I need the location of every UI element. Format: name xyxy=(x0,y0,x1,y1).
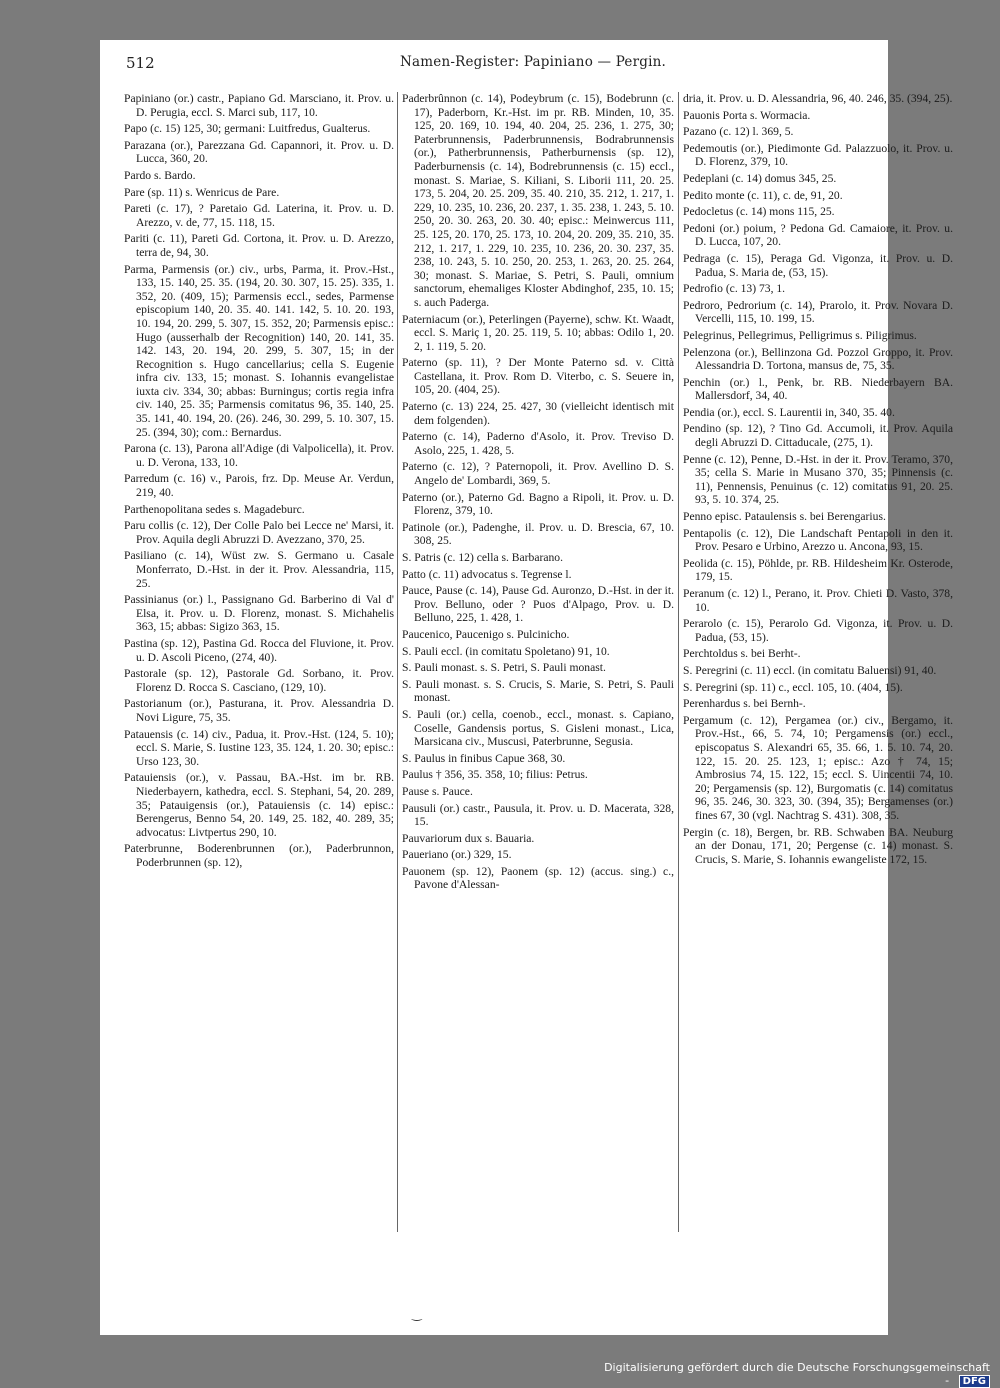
index-entry: dria, it. Prov. u. D. Alessandria, 96, 40. 246, 35. (394, 25). xyxy=(683,92,953,105)
index-entry: Peolida (c. 15), Pöhlde, pr. RB. Hildesheim Kr. Osterode, 179, 15. xyxy=(683,556,953,584)
index-entry: S. Pauli monast. s. S. Crucis, S. Marie, S. Petri, S. Pauli monast. xyxy=(402,677,674,705)
index-entry: Patto (c. 11) advocatus s. Tegrense l. xyxy=(402,567,572,581)
footer-credit xyxy=(600,1361,990,1387)
index-entry: Paucenico, Paucenigo s. Pulcinicho. xyxy=(402,627,570,641)
index-entry: Pendia (or.), eccl. S. Laurentii in, 340, 35. 40. xyxy=(683,405,895,419)
index-entry: Penchin (or.) l., Penk, br. RB. Niederbayern BA. Mallersdorf, 34, 40. xyxy=(683,375,953,403)
index-entry: Pergin (c. 18), Bergen, br. RB. Schwaben BA. Neuburg an der Donau, 171, 20; Pergense (c. 14) monast. S. Crucis, S. Marie, S. Iohannis ewangeliste 172, 15. xyxy=(683,825,953,866)
index-entry: Pedoni (or.) poium, ? Pedona Gd. Camaiore, it. Prov. u. D. Lucca, 107, 20. xyxy=(683,221,953,249)
index-entry: Paterno (or.), Paterno Gd. Bagno a Ripoli, it. Prov. u. D. Florenz, 379, 10. xyxy=(402,490,674,518)
footer-text: Digitalisierung gefördert durch die Deutsche Forschungsgemeinschaft - xyxy=(604,1361,990,1387)
index-entry: Pare (sp. 11) s. Wenricus de Pare. xyxy=(124,185,280,199)
index-entry: Pelenzona (or.), Bellinzona Gd. Pozzol Groppo, it. Prov. Alessandria D. Tortona, mansus de, 75, 35. xyxy=(683,345,953,373)
index-entry: Parma, Parmensis (or.) civ., urbs, Parma, it. Prov.-Hst., 133, 15. 140, 25. 35. (194, 20. 30. 307, 15. 25). 335, 1. 352, 20. (409, 15); Parmensis eccl., sedes, Parmense episcopium 140, 20. 35. 40. 141. 142, 5. 10. 20. 193, 10. 194, 20. 299, 5. 307, 15. 352, 20; Parmensis episc.: Hugo (ausserhalb der Recognition) 140, 20. 141, 35. 142. 143, 20. 194, 20. 299, 5. 307, 15; in der Recognition s. Hugo cancellarius; cella S. Eugenie infra civ. 133, 15; monast. S. Iohannis evangelistae iuxta civ. 334, 30; abbas: Burningus; cortis regia infra civ. 140, 25. 35; Parmensis comitatus 96, 35. 140, 25. 35. 141, 40. 194, 20. (26). 246, 30. 299, 5. 10. 307, 15. 25. (394, 30); com.: Bernardus. xyxy=(124,262,394,439)
index-entry: Pauce, Pause (c. 14), Pause Gd. Auronzo, D.-Hst. in der it. Prov. Belluno, oder ? Puos d'Alpago, Prov. u. D. Belluno, 225, 1. 428, 1. xyxy=(402,584,674,625)
index-entry: Patinole (or.), Padenghe, il. Prov. u. D. Brescia, 67, 10. 308, 25. xyxy=(402,520,674,548)
index-entry: Penno episc. Pataulensis s. bei Berengarius. xyxy=(683,510,886,524)
index-entry: Pedeplani (c. 14) domus 345, 25. xyxy=(683,171,837,185)
index-column-2 xyxy=(402,92,674,1232)
index-column-3 xyxy=(683,92,953,1232)
index-entry: Parona (c. 13), Parona all'Adige (di Valpolicella), it. Prov. u. D. Verona, 133, 10. xyxy=(124,442,394,469)
index-entry: Paderbrûnnon (c. 14), Podeybrum (c. 15), Bodebrunn (c. 17), Paderborn, Kr.-Hst. im pr. RB. Minden, 10, 35. 125, 20. 169, 10. 194, 40. 204, 25. 236, 1. 275, 30; Paterbrunnensis, Paderbrunnensis, Bodrabrunnensis (or.), Patherbrunnensis, Patherburnensis (sp. 12), Paderburnensis (c. 14), Bodrebrunnensis (c. 15) eccl., monast. S. Mariae, S. Kiliani, S. Liborii 111, 20. 25. 173, 5. 204, 20. 25. 209, 35. 40. 210, 35. 212, 1. 217, 1. 229, 10. 235, 10. 236, 20. 237, 1. 35. 238, 1. 243, 5. 10. 250, 20. 30. 263, 20. 30. 40; episc.: Meinwercus 111, 25. 125, 20. 170, 25. 173, 10. 204, 20. 209, 35. 210, 35. 212, 1. 217, 1. 229, 10. 235, 10. 236, 20. 30. 237, 35. 238, 10. 243, 5. 10. 250, 20. 253, 1. 263, 20. 25. 264, 30; monast. S. Mariae, S. Petri, S. Pauli, omnium sanctorum, ehemaliges Kloster Abdinghof, 235, 10. 15; s. auch Paderga. xyxy=(402,92,674,309)
index-entry: Pause s. Pauce. xyxy=(402,784,473,798)
index-entry: Perenhardus s. bei Bernh-. xyxy=(683,697,806,711)
index-entry: Pauonem (sp. 12), Paonem (sp. 12) (accus. sing.) c., Pavone d'Alessan- xyxy=(402,864,674,892)
index-entry: Passinianus (or.) l., Passignano Gd. Barberino di Val d' Elsa, it. Prov. u. D. Florenz, monast. S. Michahelis 363, 15; abbas: Sigizo 363, 15. xyxy=(124,593,394,634)
index-entry: Paulus † 356, 35. 358, 10; filius: Petrus. xyxy=(402,768,588,782)
index-entry: Pelegrinus, Pellegrimus, Pelligrimus s. Piligrimus. xyxy=(683,328,917,342)
index-entry: S. Peregrini (c. 11) eccl. (in comitatu Baluensi) 91, 40. xyxy=(683,663,937,677)
index-entry: Pedrofio (c. 13) 73, 1. xyxy=(683,282,786,296)
index-entry: Paueriano (or.) 329, 15. xyxy=(402,848,512,862)
index-entry: Perchtoldus s. bei Berht-. xyxy=(683,647,801,661)
index-entry: Papo (c. 15) 125, 30; germani: Luitfredus, Gualterus. xyxy=(124,122,371,136)
index-entry: S. Paulus in finibus Capue 368, 30. xyxy=(402,751,566,765)
index-entry: Pasiliano (c. 14), Wüst zw. S. Germano u. Casale Monferrato, D.-Hst. in der it. Prov. Alessandria, 115, 25. xyxy=(124,549,394,590)
index-entry: Paterno (sp. 11), ? Der Monte Paterno sd. v. Città Castellana, it. Prov. Rom D. Viterbo, c. S. Seuere in, 105, 20. (404, 25). xyxy=(402,356,674,397)
index-entry: Paterniacum (or.), Peterlingen (Payerne), schw. Kt. Waadt, eccl. S. Mariç 1, 20. 25. 119, 5. 10; abbas: Odilo 1, 20. 2, 1. 119, 5. 20. xyxy=(402,312,674,353)
index-entry: Pastorianum (or.), Pasturana, it. Prov. Alessandria D. Novi Ligure, 75, 35. xyxy=(124,697,394,724)
index-entry: Pedemoutis (or.), Piedimonte Gd. Palazzuolo, it. Prov. u. D. Florenz, 379, 10. xyxy=(683,141,953,169)
column-divider xyxy=(678,92,679,1232)
index-entry: Paterno (c. 14), Paderno d'Asolo, it. Prov. Treviso D. Asolo, 225, 1. 428, 5. xyxy=(402,430,674,457)
index-entry: Pauonis Porta s. Wormacia. xyxy=(683,108,811,122)
index-entry: Perarolo (c. 15), Perarolo Gd. Vigonza, it. Prov. u. D. Padua, (53, 15). xyxy=(683,617,953,644)
index-entry: Patauiensis (or.), v. Passau, BA.-Hst. im br. RB. Niederbayern, kathedra, eccl. S. Stephani, 54, 20. 289, 35; Patauigensis (or.), Patauiensis (c. 14) episc.: Berengerus, Benno 54, 20. 149, 25. 182, 40. 289, 35; advocatus: Livtpertus 290, 10. xyxy=(124,771,394,839)
index-entry: Pardo s. Bardo. xyxy=(124,168,196,182)
index-entry: S. Peregrini (sp. 11) c., eccl. 105, 10. (404, 15). xyxy=(683,680,903,694)
cut-mark: ‿ xyxy=(412,1307,422,1321)
index-entry: Pazano (c. 12) l. 369, 5. xyxy=(683,125,794,139)
index-entry: Parredum (c. 16) v., Parois, frz. Dp. Meuse Ar. Verdun, 219, 40. xyxy=(124,472,394,500)
index-entry: Pendino (sp. 12), ? Tino Gd. Accumoli, it. Prov. Aquila degli Abruzzi D. Cittaducale, (275, 1). xyxy=(683,422,953,450)
index-entry: Pastina (sp. 12), Pastina Gd. Rocca del Fluvione, it. Prov. u. D. Ascoli Piceno, (274, 40). xyxy=(124,636,394,664)
index-entry: Paru collis (c. 12), Der Colle Palo bei Lecce ne' Marsi, it. Prov. Aquila degli Abruzzi D. Avezzano, 370, 25. xyxy=(124,519,394,546)
document-page xyxy=(100,40,953,1335)
column-divider xyxy=(397,92,398,1232)
index-entry: Pedito monte (c. 11), c. de, 91, 20. xyxy=(683,188,843,202)
index-entry: S. Pauli eccl. (in comitatu Spoletano) 91, 10. xyxy=(402,644,610,658)
index-entry: Paterno (c. 12), ? Paternopoli, it. Prov. Avellino D. S. Angelo de' Lombardi, 369, 5. xyxy=(402,460,674,488)
index-entry: Patauensis (c. 14) civ., Padua, it. Prov.-Hst. (124, 5. 10); eccl. S. Marie, S. Iustine 123, 35. 124, 1. 20. 30; episc.: Urso 123, 30. xyxy=(124,727,394,768)
index-entry: S. Pauli monast. s. S. Petri, S. Pauli monast. xyxy=(402,661,606,675)
index-entry: S. Pauli (or.) cella, coenob., eccl., monast. s. Capiano, Coselle, Gandensis portus, S. Gisleni monast., Lica, Marsicana civ., Muscusi, Paterbrunne, Segusia. xyxy=(402,707,674,749)
dfg-logo: DFG xyxy=(959,1375,990,1388)
index-entry: Pedraga (c. 15), Peraga Gd. Vigonza, it. Prov. u. D. Padua, S. Maria de, (53, 15). xyxy=(683,251,953,279)
index-entry: Pentapolis (c. 12), Die Landschaft Pentapoli in den it. Prov. Pesaro e Urbino, Arezzo u. Ancona, 93, 15. xyxy=(683,526,953,554)
index-entry: Pariti (c. 11), Pareti Gd. Cortona, it. Prov. u. D. Arezzo, terra de, 94, 30. xyxy=(124,232,394,259)
index-entry: Penne (c. 12), Penne, D.-Hst. in der it. Prov. Teramo, 370, 35; cella S. Marie in Musano 370, 35; Pinnensis (c. 11), Pennensis, Penuinus (c. 12) comitatus 91, 20. 25. 93, 5. 10. 374, 25. xyxy=(683,452,953,507)
running-head: Namen-Register: Papiniano — Pergin. xyxy=(400,54,666,70)
page-number: 512 xyxy=(126,54,155,72)
index-entry: Pausuli (or.) castr., Pausula, it. Prov. u. D. Macerata, 328, 15. xyxy=(402,801,674,829)
index-column-1 xyxy=(124,92,394,1232)
index-entry: Pergamum (c. 12), Pergamea (or.) civ., Bergamo, it. Prov.-Hst., 66, 5. 74, 10; Pergamensis (or.) eccl., episcopatus S. Alexandri 65, 35. 66, 1. 5. 10. 74, 20. 122, 15. 20. 25. 123, 1; episc.: Azo † 74, 15; Ambrosius 74, 15. 122, 15; eccl. S. Uincentii 74, 10. 20; Pergamensis (sp. 12), Burgomatis (c. 14) comitatus 96, 35. 246, 30. 323, 30. (394, 35); Bergamenses (or.) fines 67, 30 (vgl. Nachtrag S. 431). 308, 35. xyxy=(683,713,953,822)
index-entry: Papiniano (or.) castr., Papiano Gd. Marsciano, it. Prov. u. D. Perugia, eccl. S. Marci sub, 117, 10. xyxy=(124,92,394,119)
index-entry: Paterno (c. 13) 224, 25. 427, 30 (vielleicht identisch mit dem folgenden). xyxy=(402,400,674,427)
index-entry: Pastorale (sp. 12), Pastorale Gd. Sorbano, it. Prov. Florenz D. Rocca S. Casciano, (129, 10). xyxy=(124,667,394,694)
index-entry: Paterbrunne, Boderenbrunnen (or.), Paderbrunnon, Poderbrunnen (sp. 12), xyxy=(124,842,394,869)
index-entry: Pareti (c. 17), ? Paretaio Gd. Laterina, it. Prov. u. D. Arezzo, v. de, 77, 15. 118, 15. xyxy=(124,202,394,229)
index-entry: Peranum (c. 12) l., Perano, it. Prov. Chieti D. Vasto, 378, 10. xyxy=(683,587,953,614)
index-entry: Pauvariorum dux s. Bauaria. xyxy=(402,831,535,845)
index-entry: Parazana (or.), Parezzana Gd. Capannori, it. Prov. u. D. Lucca, 360, 20. xyxy=(124,138,394,166)
index-entry: Pedroro, Pedrorium (c. 14), Prarolo, it. Prov. Novara D. Vercelli, 115, 10. 199, 15. xyxy=(683,298,953,326)
index-entry: S. Patris (c. 12) cella s. Barbarano. xyxy=(402,551,563,564)
index-entry: Pedocletus (c. 14) mons 115, 25. xyxy=(683,205,835,219)
index-entry: Parthenopolitana sedes s. Magadeburc. xyxy=(124,502,305,516)
